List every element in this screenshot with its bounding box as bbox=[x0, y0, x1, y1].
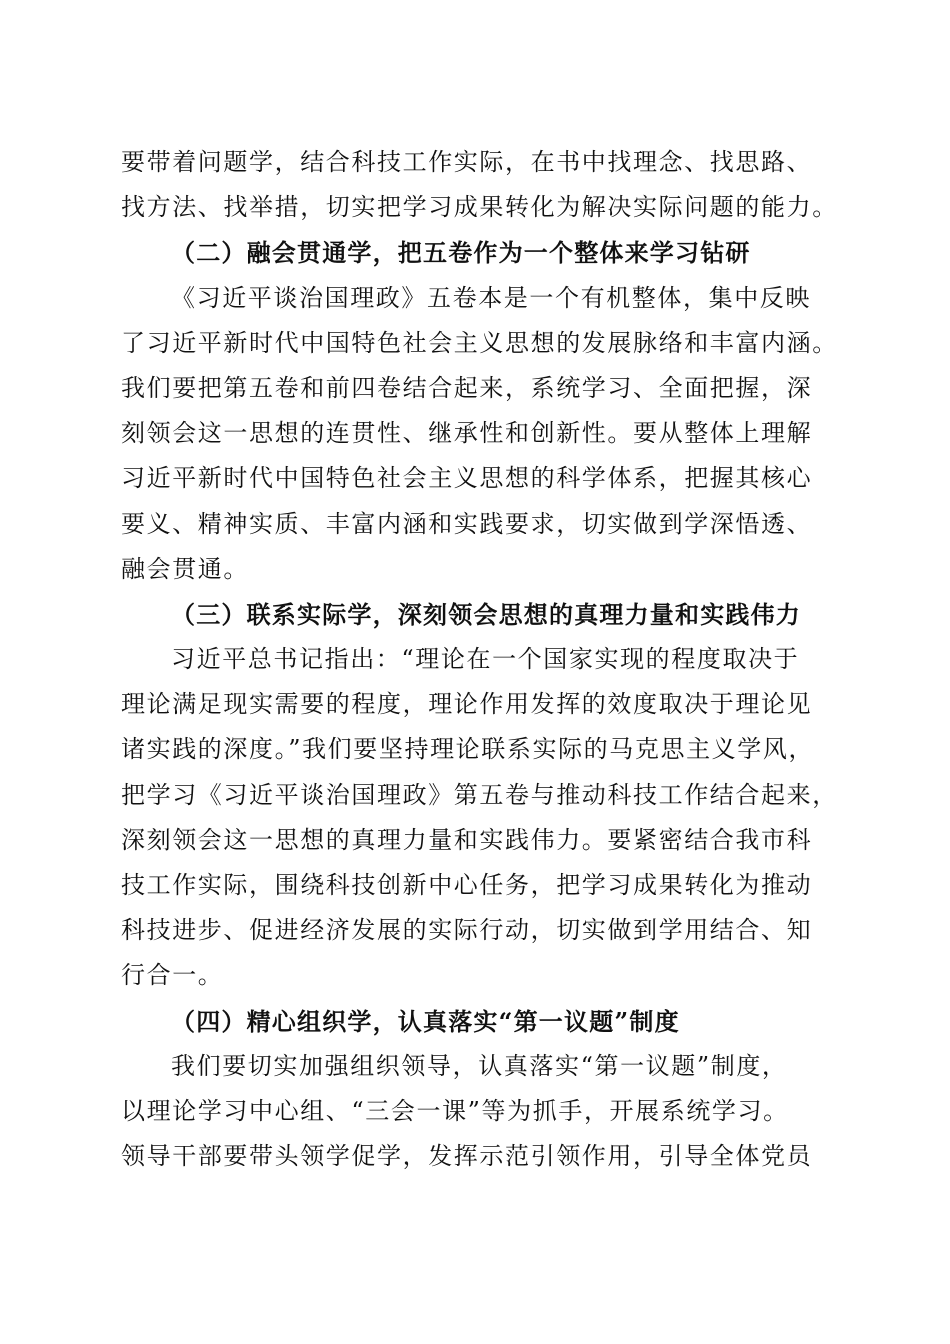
text-line: 行合一。 bbox=[121, 961, 224, 990]
paragraph-first-line: 《习近平谈治国理政》五卷本是一个有机整体，集中反映 bbox=[171, 283, 811, 312]
document-body bbox=[121, 140, 838, 1179]
text-line: 要义、精神实质、丰富内涵和实践要求，切实做到学深悟透、 bbox=[121, 509, 813, 538]
text-line: 领导干部要带头领学促学，发挥示范引领作用，引导全体党员 bbox=[121, 1142, 813, 1171]
text-line: 技工作实际，围绕科技创新中心任务，把学习成果转化为推动 bbox=[121, 871, 813, 899]
text-line: 以理论学习中心组、“三会一课”等为抓手，开展系统学习。 bbox=[121, 1096, 789, 1125]
paragraph-first-line: 习近平总书记指出：“理论在一个国家实现的程度取决于 bbox=[171, 645, 800, 674]
section-heading-4: （四）精心组织学，认真落实“第一议题”制度 bbox=[171, 1006, 680, 1036]
text-line: 刻领会这一思想的连贯性、继承性和创新性。要从整体上理解 bbox=[121, 419, 813, 448]
paragraph-first-line: 我们要切实加强组织领导，认真落实“第一议题”制度， bbox=[171, 1051, 788, 1080]
text-line: 我们要把第五卷和前四卷结合起来，系统学习、全面把握，深 bbox=[121, 373, 813, 402]
section-heading-2: （二）融会贯通学，把五卷作为一个整体来学习钻研 bbox=[171, 238, 751, 268]
text-line: 找方法、找举措，切实把学习成果转化为解决实际问题的能力。 bbox=[121, 193, 838, 222]
text-line: 习近平新时代中国特色社会主义思想的科学体系，把握其核心 bbox=[121, 464, 813, 493]
text-line: 了习近平新时代中国特色社会主义思想的发展脉络和丰富内涵。 bbox=[121, 328, 838, 357]
text-line: 把学习《习近平谈治国理政》第五卷与推动科技工作结合起来， bbox=[121, 780, 838, 809]
text-line: 深刻领会这一思想的真理力量和实践伟力。要紧密结合我市科 bbox=[121, 825, 813, 854]
section-heading-3: （三）联系实际学，深刻领会思想的真理力量和实践伟力 bbox=[171, 599, 801, 629]
text-line: 理论满足现实需要的程度，理论作用发挥的效度取决于理论见 bbox=[121, 690, 813, 719]
text-line: 科技进步、促进经济发展的实际行动，切实做到学用结合、知 bbox=[121, 916, 813, 945]
text-line: 诸实践的深度。”我们要坚持理论联系实际的马克思主义学风， bbox=[121, 735, 815, 764]
text-line: 融会贯通。 bbox=[121, 554, 249, 583]
text-line: 要带着问题学，结合科技工作实际，在书中找理念、找思路、 bbox=[121, 148, 813, 176]
